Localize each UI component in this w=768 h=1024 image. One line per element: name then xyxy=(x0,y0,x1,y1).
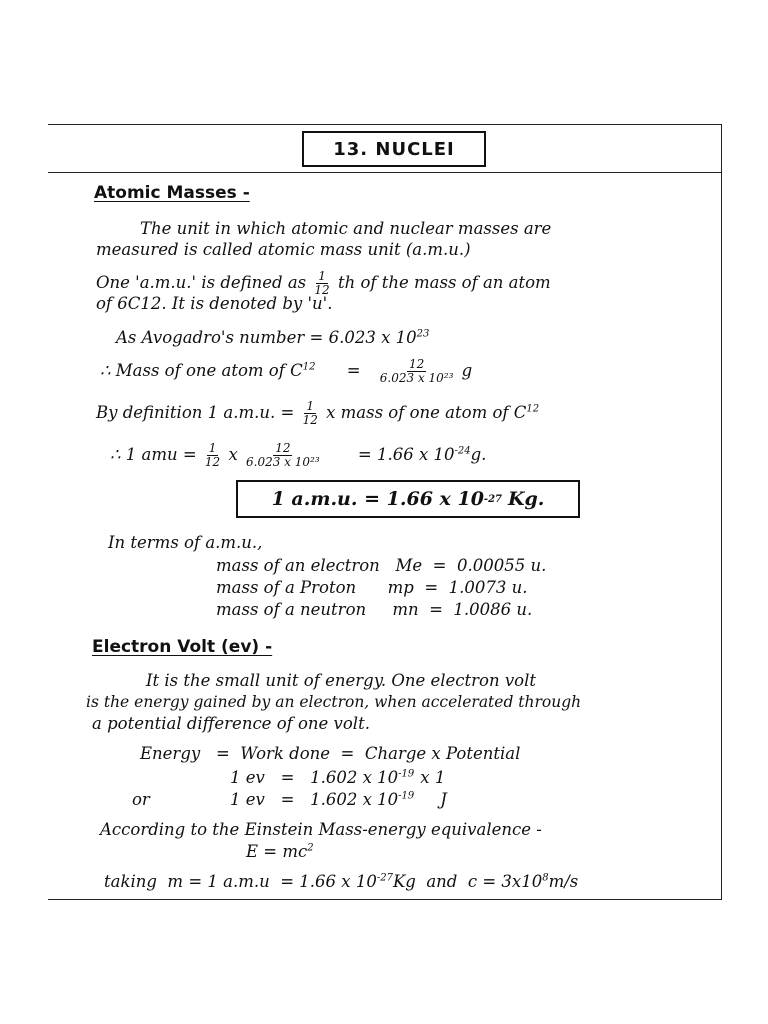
einstein-line: According to the Einstein Mass-energy equivalence - xyxy=(100,820,542,839)
paragraph-line: a potential difference of one volt. xyxy=(92,714,370,733)
section-heading-atomic-masses: Atomic Masses - xyxy=(94,183,250,203)
chapter-title: 13. NUCLEI xyxy=(302,131,486,167)
exponent: -24 xyxy=(454,445,471,457)
taking-line xyxy=(104,872,578,891)
amu-definition-text: One 'a.m.u.' is defined as xyxy=(96,273,307,292)
neutron-mass-line: mass of a neutron mn = 1.0086 u. xyxy=(216,600,533,619)
fraction-numerator: 1 xyxy=(318,269,326,283)
unit: m/s xyxy=(548,872,579,891)
terms-intro: In terms of a.m.u., xyxy=(108,533,263,552)
emc-text: E = mc xyxy=(246,842,308,861)
amu-definition-line xyxy=(96,270,551,297)
energy-line: Energy = Work done = Charge x Potential xyxy=(140,744,521,763)
avogadro-line xyxy=(116,328,429,347)
exponent: 8 xyxy=(542,872,549,884)
unit: g. xyxy=(470,445,487,464)
fraction xyxy=(303,400,318,427)
section-heading-electron-volt: Electron Volt (ev) - xyxy=(92,637,273,657)
fraction xyxy=(380,358,454,385)
fraction-denominator: 12 xyxy=(314,283,330,297)
fraction xyxy=(314,270,329,297)
definition-text: By definition 1 a.m.u. = xyxy=(96,403,295,422)
ev-line-1 xyxy=(230,768,445,787)
ev-text: 1 ev = 1.602 x 10 xyxy=(230,790,399,809)
taking-text: Kg and c = 3x10 xyxy=(392,872,543,891)
fraction xyxy=(246,442,320,469)
fraction-denominator: 6.023 x 10²³ xyxy=(246,455,320,469)
exponent: -19 xyxy=(398,768,415,780)
fraction-denominator: 6.023 x 10²³ xyxy=(379,371,454,385)
definition-text: x mass of one atom of C xyxy=(326,403,527,422)
boxed-result xyxy=(236,480,580,518)
amu-definition-text: th of the mass of an atom xyxy=(337,273,551,292)
exponent: 12 xyxy=(526,403,540,415)
mass-atom-text: ∴ Mass of one atom of C xyxy=(100,361,303,380)
taking-text: taking m = 1 a.m.u = 1.66 x 10 xyxy=(104,872,377,891)
amu-calc-line xyxy=(110,442,486,469)
ev-text: 1 ev = 1.602 x 10 xyxy=(230,768,399,787)
unit: J xyxy=(440,790,447,809)
fraction-numerator: 12 xyxy=(275,441,291,455)
exponent: 2 xyxy=(307,842,314,854)
paragraph-line: measured is called atomic mass unit (a.m.u.) xyxy=(96,240,471,259)
unit: Kg. xyxy=(508,488,545,510)
amu-calc-text: ∴ 1 amu = xyxy=(110,445,197,464)
amu-result: = 1.66 x 10 xyxy=(357,445,455,464)
fraction-denominator: 12 xyxy=(302,413,318,427)
definition-line xyxy=(96,400,539,427)
header-divider xyxy=(48,172,722,173)
mass-atom-line xyxy=(100,358,472,385)
exponent: -27 xyxy=(483,493,502,505)
equals-sign: = xyxy=(346,361,361,380)
paragraph-line: It is the small unit of energy. One electron volt xyxy=(146,671,537,690)
paragraph-line: is the energy gained by an electron, when accelerated through xyxy=(86,693,582,711)
avogadro-text: As Avogadro's number = 6.023 x 10 xyxy=(116,328,417,347)
fraction-denominator: 12 xyxy=(204,455,221,469)
paragraph-line: The unit in which atomic and nuclear masses are xyxy=(140,219,552,238)
times-sign: x xyxy=(228,445,238,464)
ev-text: x 1 xyxy=(420,768,446,787)
exponent: -19 xyxy=(398,790,415,802)
electron-mass-line: mass of an electron Me = 0.00055 u. xyxy=(216,556,547,575)
emc-line xyxy=(246,842,314,861)
boxed-result-text: 1 a.m.u. = 1.66 x 10 xyxy=(271,488,484,510)
paragraph-line: of 6C12. It is denoted by 'u'. xyxy=(96,294,333,313)
fraction-numerator: 1 xyxy=(306,399,315,413)
unit: g xyxy=(461,361,473,380)
proton-mass-line: mass of a Proton mp = 1.0073 u. xyxy=(216,578,528,597)
fraction-numerator: 12 xyxy=(408,357,425,371)
or-label: or xyxy=(132,790,150,809)
fraction-numerator: 1 xyxy=(208,441,217,455)
exponent: 23 xyxy=(416,328,430,340)
fraction xyxy=(205,442,220,469)
exponent: -27 xyxy=(376,872,393,884)
exponent: 12 xyxy=(302,361,316,373)
ev-line-2 xyxy=(230,790,447,809)
